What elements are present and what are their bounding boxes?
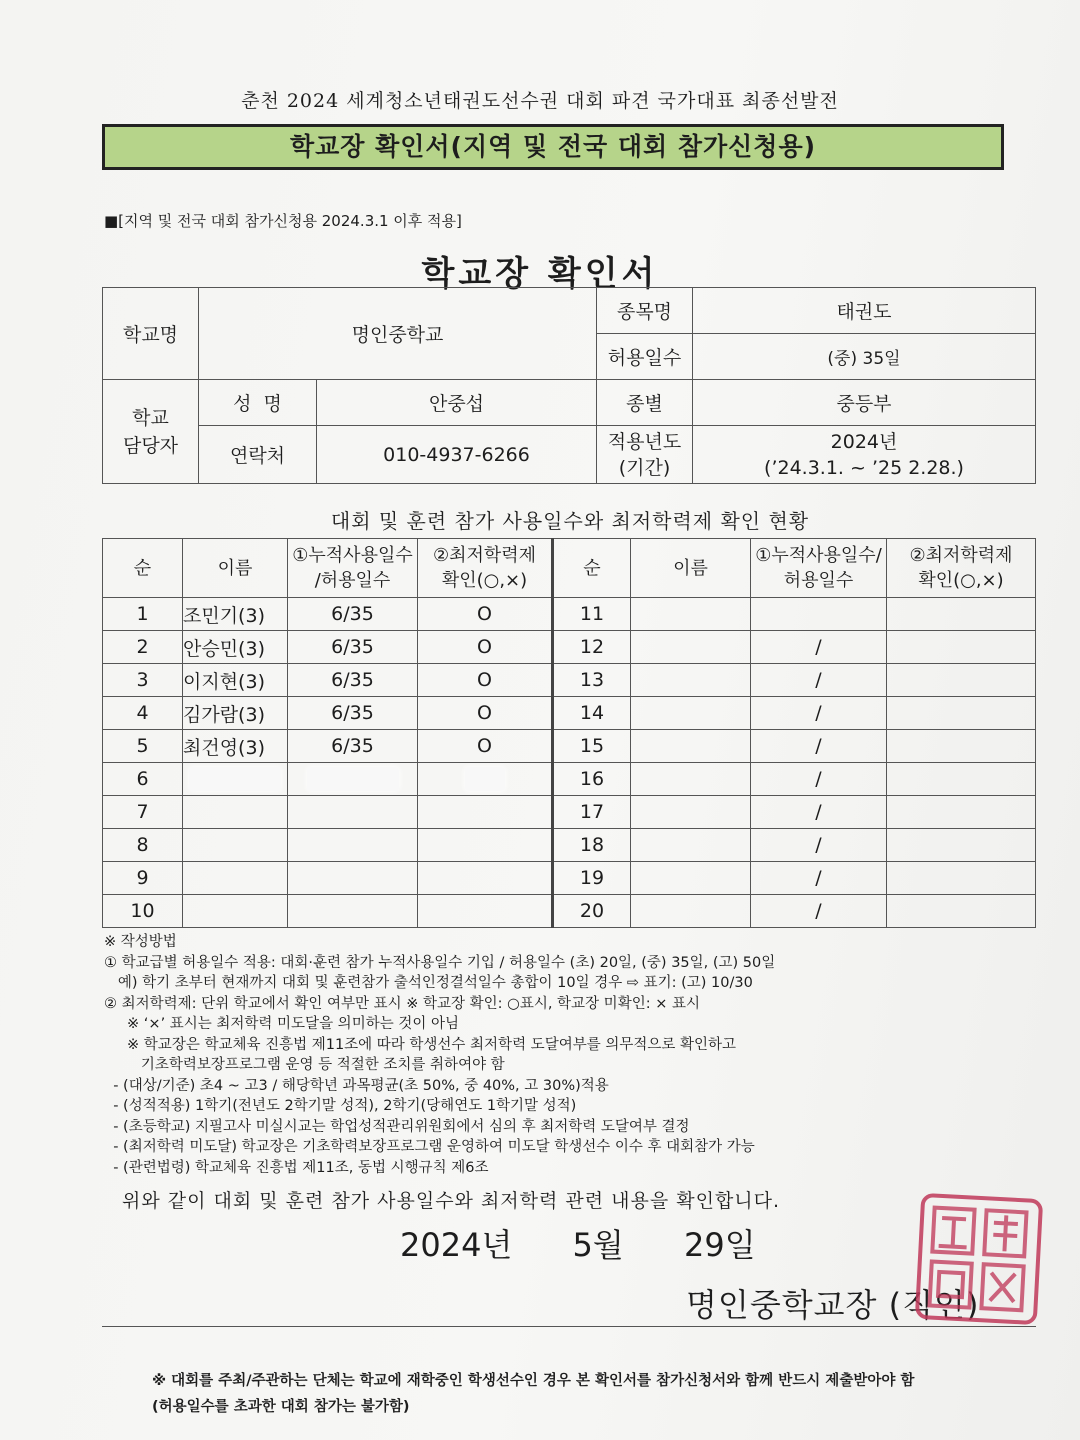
used-days: 6/35: [288, 631, 418, 664]
used-days: [288, 829, 418, 862]
student-name: [631, 631, 751, 664]
student-name: [631, 796, 751, 829]
seal-glyphs: [919, 1197, 1039, 1321]
min-academic-check: [887, 895, 1036, 928]
used-days: 6/35: [288, 697, 418, 730]
instruction-line: ※ 학교장은 학교체육 진흥법 제11조에 따라 학생선수 최저학력 도달여부를 의무적으로 확인하고: [104, 1036, 736, 1053]
row-number: 2: [103, 631, 183, 664]
used-days: 6/35: [288, 730, 418, 763]
instruction-line: - (대상/기준) 초4 ~ 고3 / 해당학년 과목평균(초 50%, 중 40%, 고 30%)적용: [104, 1077, 609, 1094]
year-label-line-1: 적용년도: [607, 430, 682, 453]
used-days: /: [751, 697, 887, 730]
row-number: 12: [553, 631, 631, 664]
row-number: 16: [553, 763, 631, 796]
min-academic-check: O: [418, 598, 553, 631]
redacted-blur: [189, 767, 281, 791]
row-number: 15: [553, 730, 631, 763]
min-academic-check: [887, 829, 1036, 862]
student-name: [631, 598, 751, 631]
row-number: 4: [103, 697, 183, 730]
status-section-title: 대회 및 훈련 참가 사용일수와 최저학력제 확인 현황: [330, 509, 810, 533]
sport-value: 태권도: [693, 288, 1036, 334]
row-number: 6: [103, 763, 183, 796]
event-title: 춘천 2024 세계청소년태권도선수권 대회 파견 국가대표 최종선발전: [241, 90, 839, 112]
min-academic-check: [418, 796, 553, 829]
student-name: [631, 730, 751, 763]
date-year: 2024년: [400, 1226, 513, 1264]
writing-instructions: [104, 932, 1004, 1178]
instruction-line: ※ ‘×’ 표시는 최저학력 미도달을 의미하는 것이 아님: [104, 1016, 459, 1032]
allowed-days-label: 허용일수: [597, 334, 693, 380]
instruction-line: ※ 작성방법: [104, 934, 177, 950]
student-name: [631, 895, 751, 928]
table-row: [103, 697, 1036, 730]
used-days: [288, 862, 418, 895]
confirmation-statement: 위와 같이 대회 및 훈련 참가 사용일수와 최저학력 관련 내용을 확인합니다.: [122, 1190, 781, 1212]
instruction-line: 기초학력보장프로그램 운영 등 적절한 조치를 취하여야 함: [104, 1057, 505, 1073]
min-academic-check: [418, 895, 553, 928]
header-cell: 순: [103, 539, 183, 598]
used-days: /: [751, 664, 887, 697]
row-number: 10: [103, 895, 183, 928]
person-name-value: 안중섭: [317, 380, 597, 426]
school-seal-stamp: [915, 1193, 1043, 1325]
used-days: /: [751, 829, 887, 862]
student-name: [183, 829, 288, 862]
student-name: [183, 862, 288, 895]
table-row: [103, 598, 1036, 631]
redacted-blur: [307, 767, 399, 791]
contact-label-line-1: 학교: [132, 406, 169, 429]
instruction-line: - (관련법령) 학교체육 진흥법 제11조, 동법 시행규칙 제6조: [104, 1159, 489, 1176]
instruction-line: - (성적적용) 1학기(전년도 2학기말 성적), 2학기(당해연도 1학기말 성적): [104, 1098, 577, 1114]
table-header-row: [103, 539, 1036, 598]
row-number: 11: [553, 598, 631, 631]
row-number: 13: [553, 664, 631, 697]
student-name: 안승민(3): [183, 631, 288, 664]
used-days: [288, 796, 418, 829]
used-days: /: [751, 763, 887, 796]
min-academic-check: [887, 631, 1036, 664]
min-academic-check: [418, 763, 553, 796]
min-academic-check: O: [418, 664, 553, 697]
phone-label: 연락처: [199, 426, 317, 484]
student-name: [631, 763, 751, 796]
instruction-line: - (최저학력 미도달) 학교장은 기초학력보장프로그램 운영하여 미도달 학생선수 이수 후 대회참가 가능: [104, 1139, 755, 1155]
min-academic-check: [887, 697, 1036, 730]
phone-value: 010-4937-6266: [317, 426, 597, 484]
used-days: /: [751, 862, 887, 895]
used-days: /: [751, 796, 887, 829]
min-academic-check: [887, 763, 1036, 796]
min-academic-check: [887, 862, 1036, 895]
student-name: [183, 763, 288, 796]
header-cell: 순: [553, 539, 631, 598]
footer-notice: [152, 1368, 914, 1420]
instruction-line: ① 학교급별 허용일수 적용: 대회·훈련 참가 누적사용일수 기입 / 허용일수 (초) 20일, (중) 35일, (고) 50일: [104, 954, 776, 971]
used-days: /: [751, 895, 887, 928]
student-name: [631, 862, 751, 895]
row-number: 18: [553, 829, 631, 862]
min-academic-check: O: [418, 730, 553, 763]
used-days: /: [751, 631, 887, 664]
table-row: [103, 895, 1036, 928]
header-cell: ②최저학력제 확인(○,×): [887, 539, 1036, 598]
year-label-line-2: (기간): [618, 456, 671, 479]
used-days: [288, 895, 418, 928]
instruction-line: ② 최저학력제: 단위 학교에서 확인 여부만 표시 ※ 학교장 확인: ○표시, 학교장 미확인: × 표시: [104, 995, 700, 1012]
table-row: [103, 631, 1036, 664]
min-academic-check: [887, 796, 1036, 829]
row-number: 14: [553, 697, 631, 730]
table-row: [103, 664, 1036, 697]
green-banner-title: 학교장 확인서(지역 및 전국 대회 참가신청용): [102, 124, 1004, 170]
row-number: 5: [103, 730, 183, 763]
year-value: [693, 426, 1036, 484]
student-name: [631, 829, 751, 862]
table-row: [103, 796, 1036, 829]
document-title: 학교장 확인서: [421, 254, 659, 294]
min-academic-check: O: [418, 631, 553, 664]
issue-date: [400, 1220, 806, 1266]
year-value-line-1: 2024년: [830, 430, 898, 453]
table-row: [103, 862, 1036, 895]
school-info-table: [102, 287, 1036, 484]
student-name: [183, 796, 288, 829]
contact-person-label: [103, 380, 199, 484]
student-name: 이지현(3): [183, 664, 288, 697]
table-row: [103, 829, 1036, 862]
student-name: [631, 697, 751, 730]
date-month: 5월: [572, 1226, 624, 1264]
row-number: 17: [553, 796, 631, 829]
year-value-line-2: (’24.3.1. ~ ’25 2.28.): [764, 456, 964, 479]
school-name-value: 명인중학교: [199, 288, 597, 380]
row-number: 20: [553, 895, 631, 928]
footer-line-2: (허용일수를 초과한 대회 참가는 불가함): [152, 1399, 410, 1415]
header-cell: ②최저학력제 확인(○,×): [418, 539, 553, 598]
category-label: 종별: [597, 380, 693, 426]
min-academic-check: O: [418, 697, 553, 730]
header-cell: ①누적사용일수/ 허용일수: [751, 539, 887, 598]
row-number: 9: [103, 862, 183, 895]
row-number: 7: [103, 796, 183, 829]
table-row: [103, 763, 1036, 796]
header-cell: 이름: [183, 539, 288, 598]
header-cell: ①누적사용일수 /허용일수: [288, 539, 418, 598]
usage-status-table: [102, 538, 1036, 928]
row-number: 8: [103, 829, 183, 862]
row-number: 19: [553, 862, 631, 895]
min-academic-check: [887, 730, 1036, 763]
student-name: 김가람(3): [183, 697, 288, 730]
student-name: [183, 895, 288, 928]
student-name: 최건영(3): [183, 730, 288, 763]
date-day: 29일: [683, 1226, 756, 1264]
footer-line-1: ※ 대회를 주최/주관하는 단체는 학교에 재학중인 학생선수인 경우 본 확인서를 참가신청서와 함께 반드시 제출받아야 함: [152, 1373, 915, 1389]
school-name-label: 학교명: [103, 288, 199, 380]
min-academic-check: [887, 664, 1036, 697]
row-number: 3: [103, 664, 183, 697]
redacted-blur: [465, 767, 505, 791]
table-row: [103, 730, 1036, 763]
instruction-line: 예) 학기 초부터 현재까지 대회 및 훈련참가 출석인정결석일수 총합이 10일 경우 ⇨ 표기: (고) 10/30: [104, 975, 753, 991]
allowed-days-value: (중) 35일: [693, 334, 1036, 380]
min-academic-check: [418, 829, 553, 862]
row-number: 1: [103, 598, 183, 631]
used-days: [288, 763, 418, 796]
contact-label-line-2: 담당자: [122, 434, 179, 457]
used-days: 6/35: [288, 598, 418, 631]
min-academic-check: [418, 862, 553, 895]
header-cell: 이름: [631, 539, 751, 598]
used-days: [751, 598, 887, 631]
category-value: 중등부: [693, 380, 1036, 426]
year-label: [597, 426, 693, 484]
used-days: /: [751, 730, 887, 763]
person-name-label: 성 명: [199, 380, 317, 426]
sport-label: 종목명: [597, 288, 693, 334]
used-days: 6/35: [288, 664, 418, 697]
applicability-note: ■[지역 및 전국 대회 참가신청용 2024.3.1 이후 적용]: [104, 212, 462, 230]
student-name: [631, 664, 751, 697]
student-name: 조민기(3): [183, 598, 288, 631]
instruction-line: - (초등학교) 지필고사 미실시교는 학업성적관리위원회에서 심의 후 최저학력 도달여부 결정: [104, 1118, 690, 1135]
footer-divider: [102, 1326, 1036, 1327]
principal-signature-line: 명인중학교장 (직인): [686, 1286, 980, 1324]
min-academic-check: [887, 598, 1036, 631]
